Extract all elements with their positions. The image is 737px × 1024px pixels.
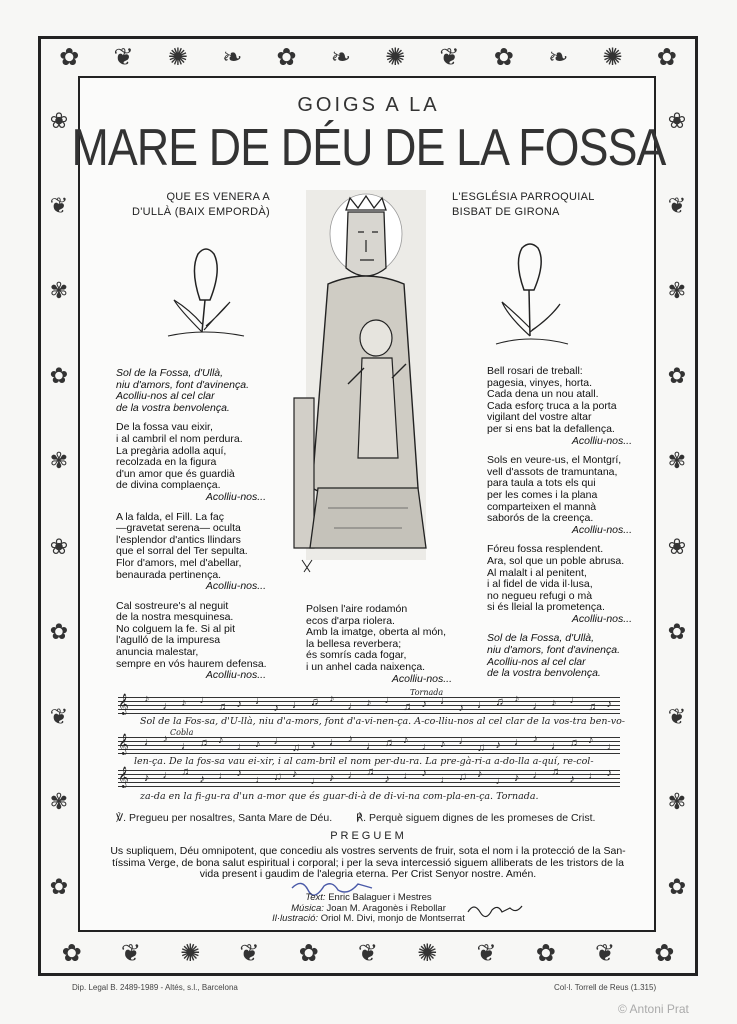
wheat-icon: ✾ [49, 277, 69, 303]
grape-icon: ❀ [49, 107, 69, 133]
verse-refrain-right: Sol de la Fossa, d'Ullà, niu d'amors, font d'avinença. Acolliu-nos al cel clar de la vostra benvolença. [487, 632, 621, 680]
watermark: © Antoni Prat [618, 1002, 689, 1016]
header-left-caption: QUE ES VENERA A D'ULLÀ (BAIX EMPORDÀ) [132, 191, 270, 218]
music-note-icon: ♪ [292, 768, 298, 780]
music-note-icon: ♪ [273, 702, 279, 714]
treble-clef-icon: 𝄞 [118, 734, 129, 754]
flower-icon: ✿ [276, 43, 297, 71]
music-note-icon: ♩ [347, 700, 359, 712]
title-goigs: GOIGS A LA [297, 94, 440, 116]
prayer-text: Us supliquem, Déu omnipotent, que concediu als vostres servents de fruir, sota el nom i la protecció de la San- tíssima Verge, de bona salut espiritual i corporal; i per la seva intercessió siguem alliberats de les tristors de la vida present i gaudim de l'alegria eterna. Per Crist Senyor nostre. Amén. [110, 845, 626, 880]
music-note-icon: ♪ [421, 698, 427, 710]
border-bottom-ornaments [42, 934, 694, 972]
music-note-icon: ♪ [588, 734, 594, 746]
music-note-icon: ♫ [366, 766, 375, 778]
music-note-icon: ♩ [310, 775, 322, 787]
music-note-icon: ♪ [329, 772, 335, 784]
music-note-icon: ♪ [421, 767, 427, 779]
fish-icon: ❦ [239, 939, 260, 967]
music-note-icon: ♪ [551, 697, 557, 709]
tulip-illustration-left [160, 240, 250, 340]
music-note-icon: ♪ [440, 738, 446, 750]
verse-stanza: A la falda, el Fill. La faç —gravetat serena— oculta l'esplendor d'antics llindars que el sorral del Ter sepulta. Flor d'amors, mel d'abellar, benaurada pertinença. Acolliu-nos... [116, 510, 266, 593]
music-note-icon: ♪ [403, 734, 409, 746]
flower-icon: ✿ [667, 874, 687, 900]
wheat-icon: ✾ [667, 277, 687, 303]
fish-icon: ❦ [476, 939, 497, 967]
music-note-icon: ♫ [292, 742, 301, 754]
music-note-icon: ♩ [532, 769, 544, 781]
fish-icon: ❦ [594, 939, 616, 967]
music-note-icon: ♪ [236, 767, 242, 779]
page-title: MARE DE DÉU DE LA FOSSA [71, 119, 666, 177]
bird-icon: ❧ [222, 43, 243, 71]
music-note-icon: ♩ [458, 735, 470, 747]
tulip-illustration-right [486, 240, 576, 350]
music-note-icon: ♪ [477, 768, 483, 780]
grape-icon: ❀ [49, 533, 69, 559]
music-note-icon: ♪ [310, 739, 316, 751]
music-note-icon: ♪ [255, 738, 261, 750]
music-note-icon: ♪ [514, 772, 520, 784]
music-note-icon: ♪ [329, 693, 335, 705]
music-note-icon: ♩ [440, 774, 451, 786]
verse-stanza: Sols en veure-us, el Montgrí, vell d'assots de tramuntana, para taula a tots els qui per les comes i la plana comparteixen el mannà saborós de la creença. Acolliu-nos... [487, 454, 632, 536]
music-note-icon: ♪ [458, 702, 464, 714]
fish-icon: ❦ [120, 939, 141, 967]
verse-center: Polsen l'aire rodamón ecos d'arpa riolera. Amb la imatge, oberta al món, la bellesa reverbera; és somrís cada fogar, i un anhel cada naixença. Acolliu-nos... [306, 603, 452, 685]
music-note-icon: ♩ [514, 736, 525, 748]
flower-icon: ✿ [49, 363, 69, 389]
flower-icon: ✿ [61, 939, 82, 967]
music-note-icon: ♪ [218, 734, 224, 746]
music-note-icon: ♪ [181, 697, 187, 709]
star-icon: ✺ [602, 43, 623, 71]
flower-icon: ✿ [667, 618, 687, 644]
response-versicle: ℣. Pregueu per nosaltres, Santa Mare de Déu. [116, 812, 333, 824]
wheat-icon: ✾ [49, 448, 69, 474]
music-note-icon: ♪ [347, 733, 353, 745]
verse-stanza: Bell rosari de treball: pagesia, vinyes, horta. Cada dena un nou atall. Cada esforç truca a la porta vigilant del vostre altar per si ens bat la defallença. Acolliu-nos... [487, 365, 632, 447]
music-note-icon: ♩ [569, 694, 581, 706]
music-note-icon: ♩ [199, 694, 211, 706]
fish-icon: ❦ [113, 43, 134, 71]
music-note-icon: ♫ [199, 737, 208, 749]
flower-icon: ✿ [656, 43, 677, 71]
verse-stanza: De la fossa vau eixir, i al cambril el nom perdura. La pregària adolla aquí, recolzada en la figura d'un amor que és guardià de divina complaença. Acolliu-nos... [116, 421, 266, 503]
music-note-icon: ♫ [569, 737, 578, 749]
verse-stanza: Fóreu fossa resplendent. Ara, sol que un poble abrusa. Al malalt i al penitent, i al fidel de vida il·lusa, no negueu refugi o mà si és lleial la prometença. Acolliu-nos... [487, 543, 632, 625]
music-note-icon: ♫ [384, 737, 393, 749]
flower-icon: ✿ [298, 939, 319, 967]
footer-legal: Dip. Legal B. 2489-1989 - Altés, s.l., Barcelona [72, 983, 238, 992]
verse-refrain-left: Sol de la Fossa, d'Ullà, niu d'amors, font d'avinença. Acolliu-nos al cel clar de la vostra benvolença. [116, 367, 250, 414]
music-note-icon: ♩ [495, 775, 507, 787]
prayer-heading: PREGUEM [330, 830, 407, 842]
flower-icon: ✿ [667, 363, 687, 389]
star-icon: ✺ [385, 43, 406, 71]
music-note-icon: ♩ [606, 741, 618, 753]
music-note-icon: ♩ [588, 770, 599, 782]
verses-right-column [487, 366, 632, 680]
music-note-icon: ♪ [495, 739, 501, 751]
border-left-ornaments [42, 78, 76, 930]
music-note-icon: ♪ [144, 693, 150, 705]
music-lyric-line-3: za-da en la fi-gu-ra d'un a-mor que és guar-di-à de di-vi-na com-pla-en-ça. Tornada. [140, 791, 539, 802]
star-icon: ✺ [167, 43, 188, 71]
flower-icon: ✿ [49, 874, 69, 900]
header-right-caption: L'ESGLÉSIA PARROQUIAL BISBAT DE GIRONA [452, 191, 595, 218]
verses-left-column [116, 368, 266, 682]
star-icon: ✺ [417, 939, 438, 967]
music-note-icon: ♫ [588, 701, 597, 713]
music-note-icon: ♫ [181, 766, 190, 778]
bird-icon: ❧ [548, 43, 569, 71]
wheat-icon: ✾ [667, 448, 687, 474]
music-note-icon: ♩ [532, 700, 544, 712]
virgin-and-child-illustration [288, 188, 444, 584]
music-note-icon: ♪ [236, 698, 242, 710]
music-note-icon: ♩ [421, 741, 433, 753]
music-note-icon: ♫ [551, 766, 560, 778]
grape-icon: ❀ [667, 533, 687, 559]
music-marker-cobla: Cobla [170, 728, 194, 737]
music-note-icon: ♫ [458, 771, 467, 783]
music-note-icon: ♩ [162, 769, 174, 781]
border-right-ornaments [660, 78, 694, 930]
response-response: ℟. Perquè siguem dignes de les promeses de Crist. [356, 812, 596, 824]
music-note-icon: ♪ [606, 698, 612, 710]
flower-icon: ✿ [59, 43, 80, 71]
music-note-icon: ♩ [440, 695, 451, 707]
music-note-icon: ♩ [236, 741, 248, 753]
music-lyric-line-1: Sol de la Fos-sa, d'U-llà, niu d'a-mors, font d'a-vi-nen-ça. A-co-lliu-nos al cel clar de la vos-tra ben-vo- [140, 716, 626, 727]
leaf-icon: ❦ [667, 192, 687, 218]
music-note-icon: ♩ [329, 736, 340, 748]
star-icon: ✺ [180, 939, 201, 967]
music-note-icon: ♪ [606, 767, 612, 779]
flower-icon: ✿ [493, 43, 514, 71]
music-note-icon: ♩ [477, 699, 488, 711]
music-note-icon: ♪ [532, 733, 538, 745]
border-top-ornaments [42, 40, 694, 74]
music-note-icon: ♫ [495, 696, 504, 708]
grape-icon: ❀ [667, 107, 687, 133]
wheat-icon: ✾ [49, 789, 69, 815]
music-note-icon: ♫ [310, 696, 319, 708]
music-note-icon: ♪ [366, 697, 372, 709]
footer-collection: Col·l. Torrell de Reus (1.315) [554, 983, 657, 992]
music-note-icon: ♩ [366, 740, 377, 752]
music-note-icon: ♫ [218, 701, 227, 713]
music-note-icon: ♩ [273, 735, 285, 747]
music-note-icon: ♫ [477, 742, 486, 754]
flower-icon: ✿ [49, 618, 69, 644]
leaf-icon: ❦ [49, 703, 69, 729]
music-note-icon: ♪ [144, 772, 150, 784]
music-note-icon: ♩ [255, 774, 266, 786]
music-note-icon: ♩ [144, 736, 155, 748]
music-note-icon: ♫ [273, 771, 282, 783]
music-note-icon: ♩ [255, 695, 266, 707]
music-note-icon: ♪ [514, 693, 520, 705]
music-note-icon: ♩ [347, 769, 359, 781]
treble-clef-icon: 𝄞 [118, 694, 129, 714]
music-note-icon: ♩ [162, 700, 174, 712]
music-note-icon: ♫ [403, 701, 412, 713]
leaf-icon: ❦ [49, 192, 69, 218]
flower-icon: ✿ [654, 939, 675, 967]
music-note-icon: ♩ [403, 770, 414, 782]
leaf-icon: ❦ [667, 703, 687, 729]
music-note-icon: ♪ [384, 773, 390, 785]
music-note-icon: ♪ [569, 773, 575, 785]
flower-icon: ✿ [535, 939, 556, 967]
music-note-icon: ♩ [292, 699, 303, 711]
fish-icon: ❦ [439, 43, 460, 71]
music-note-icon: ♩ [218, 770, 229, 782]
bird-icon: ❧ [330, 43, 351, 71]
music-note-icon: ♪ [199, 773, 205, 785]
wheat-icon: ✾ [667, 789, 687, 815]
music-note-icon: ♪ [162, 733, 168, 745]
fish-icon: ❦ [357, 939, 379, 967]
music-marker-tornada: Tornada [410, 688, 444, 697]
music-note-icon: ♩ [181, 740, 192, 752]
treble-clef-icon: 𝄞 [118, 767, 129, 787]
credits-block: Text: Enric Balaguer i Mestres Música: Joan M. Aragonès i Rebollar Il·lustració: Oriol M. Divi, monjo de Montserrat [272, 892, 465, 924]
music-lyric-line-2: len-ça. De la fos-sa vau ei-xir, i al cam-bril el nom per-du-ra. La pre-gà-ri-a a-do-lla a-quí, re-col- [134, 756, 594, 767]
music-note-icon: ♩ [384, 694, 396, 706]
verse-stanza: Cal sostreure's al neguit de la nostra mesquinesa. No colguem la fe. Si al pit l'agulló de la impuresa anuncia malestar, sempre en vós haurem defensa. Acolliu-nos... [116, 599, 267, 682]
music-note-icon: ♩ [551, 740, 562, 752]
